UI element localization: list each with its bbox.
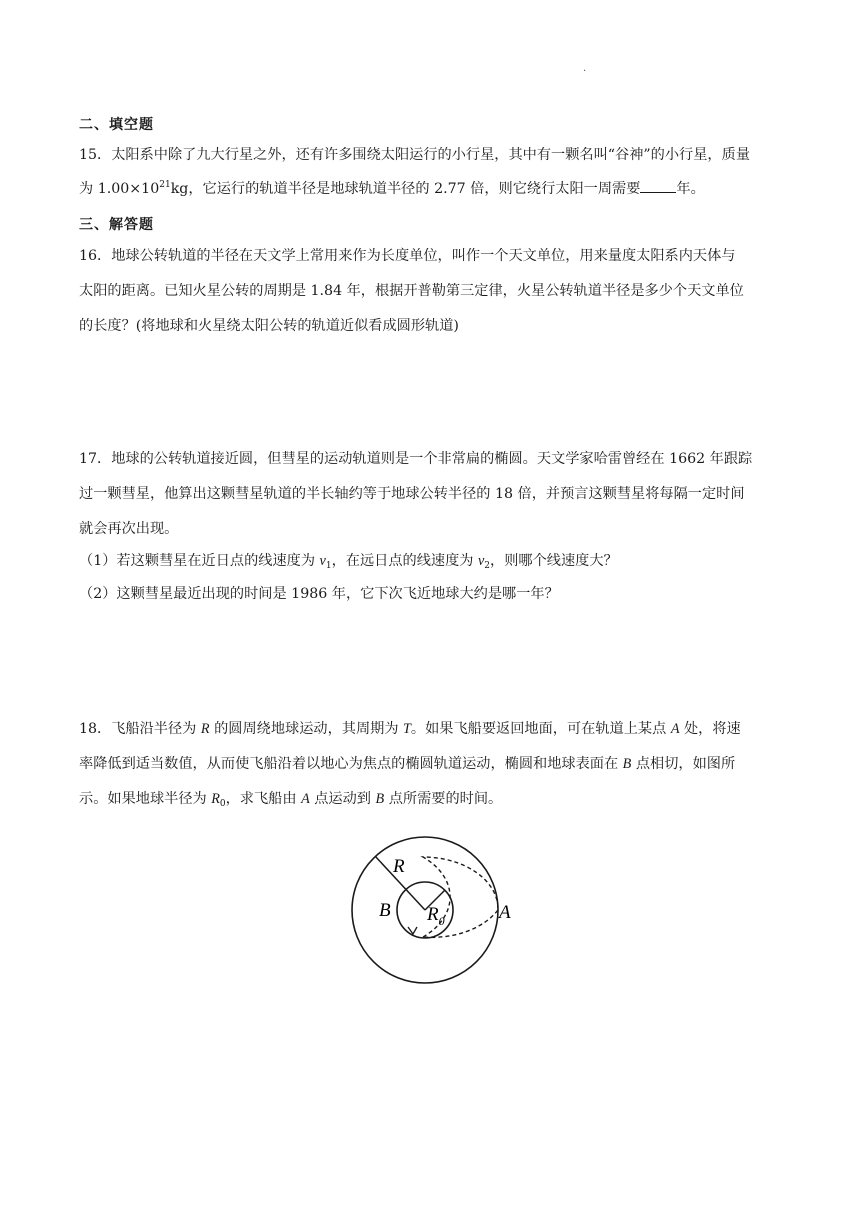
q18-l1-d: 处，将速: [679, 721, 741, 737]
q17-line-2: 过一颗彗星，他算出这颗彗星轨道的半长轴约等于地球公转半径的 18 倍，并预言这颗彗星将每隔一定时间: [79, 486, 745, 502]
q18-l1-b: 的圆周绕地球运动，其周期为: [209, 721, 404, 737]
q17-line-3: 就会再次出现。: [79, 521, 179, 537]
q16-line-2: 太阳的距离。已知火星公转的周期是 1.84 年，根据开普勒第三定律，火星公转轨道半径是多少个天文单位: [79, 283, 744, 299]
elliptical-orbit: [423, 857, 498, 937]
q15-text-b: kg，它运行的轨道半径是地球轨道半径的 2.77 倍，则它绕行太阳一周需要: [170, 181, 641, 197]
q18-l1-a: 18．飞船沿半径为: [79, 721, 201, 737]
q17-sub-1-text-c: ，则哪个线速度大？: [490, 553, 618, 569]
figure-label-R0-main: R: [427, 904, 439, 925]
figure-label-R0: [426, 904, 445, 928]
figure-label-R0-sub: 0: [438, 914, 445, 928]
q18-line-2: [79, 754, 799, 774]
v1-subscript: 1: [325, 561, 332, 571]
q17-sub-1: [79, 551, 618, 571]
symbol-R0-subscript: 0: [219, 799, 226, 809]
q18-l3-c: 点运动到: [309, 791, 376, 807]
q15-line-1: 15．太阳系中除了九大行星之外，还有许多围绕太阳运行的小行星，其中有一颗名叫“谷神”的小行星，质量: [79, 147, 751, 163]
q17-sub-2: （2）这颗彗星最近出现的时间是 1986 年，它下次飞近地球大约是哪一年？: [79, 586, 559, 602]
q16-line-1: 16．地球公转轨道的半径在天文学上常用来作为长度单位，叫作一个天文单位，用来量度太阳系内天体与: [79, 248, 736, 264]
q18-line-3: [79, 789, 799, 809]
symbol-R: R: [200, 721, 210, 737]
q15-text-c: 年。: [676, 181, 705, 197]
figure-label-A: A: [499, 902, 511, 923]
q18-line-1: [79, 719, 799, 739]
figure-label-R: R: [393, 856, 405, 877]
v1-symbol: v: [319, 553, 326, 569]
page-mark: ·: [583, 66, 587, 77]
q18-l2-a: 率降低到适当数值，从而使飞船沿着以地心为焦点的椭圆轨道运动，椭圆和地球表面在: [79, 756, 623, 772]
q18-l2-b: 点相切，如图所: [631, 756, 736, 772]
q17-line-1: 17．地球的公转轨道接近圆，但彗星的运动轨道则是一个非常扁的椭圆。天文学家哈雷曾经在 1662 年跟踪: [79, 451, 753, 467]
orbit-figure: [345, 830, 511, 990]
q18-l1-c: 。如果飞船要返回地面，可在轨道上某点: [410, 721, 671, 737]
q17-sub-1-text-a: （1）若这颗彗星在近日点的线速度为: [79, 553, 320, 569]
v2-symbol: v: [477, 553, 485, 569]
symbol-B-2: B: [375, 791, 385, 807]
symbol-B: B: [622, 756, 632, 772]
q15-exponent: 21: [159, 180, 171, 190]
q18-l3-a: 示。如果地球半径为: [79, 791, 212, 807]
symbol-T: T: [403, 721, 411, 737]
symbol-A-2: A: [301, 791, 310, 807]
v2-subscript: 2: [484, 561, 491, 571]
q16-line-3: 的长度？(将地球和火星绕太阳公转的轨道近似看成圆形轨道): [79, 318, 459, 334]
q15-text-a: 为 1.00×10: [79, 181, 160, 197]
q18-l3-b: ，求飞船由: [225, 791, 302, 807]
section-heading-answer: 三、解答题: [79, 217, 154, 233]
q17-sub-1-text-b: ，在远日点的线速度为: [331, 553, 478, 569]
figure-label-B: B: [379, 900, 391, 921]
section-heading-fill-in: 二、填空题: [79, 117, 154, 133]
answer-blank[interactable]: [640, 178, 676, 193]
symbol-A: A: [670, 721, 680, 737]
q15-line-2: [79, 178, 799, 199]
symbol-R0: R: [211, 791, 220, 807]
q18-l3-d: 点所需要的时间。: [384, 791, 503, 807]
